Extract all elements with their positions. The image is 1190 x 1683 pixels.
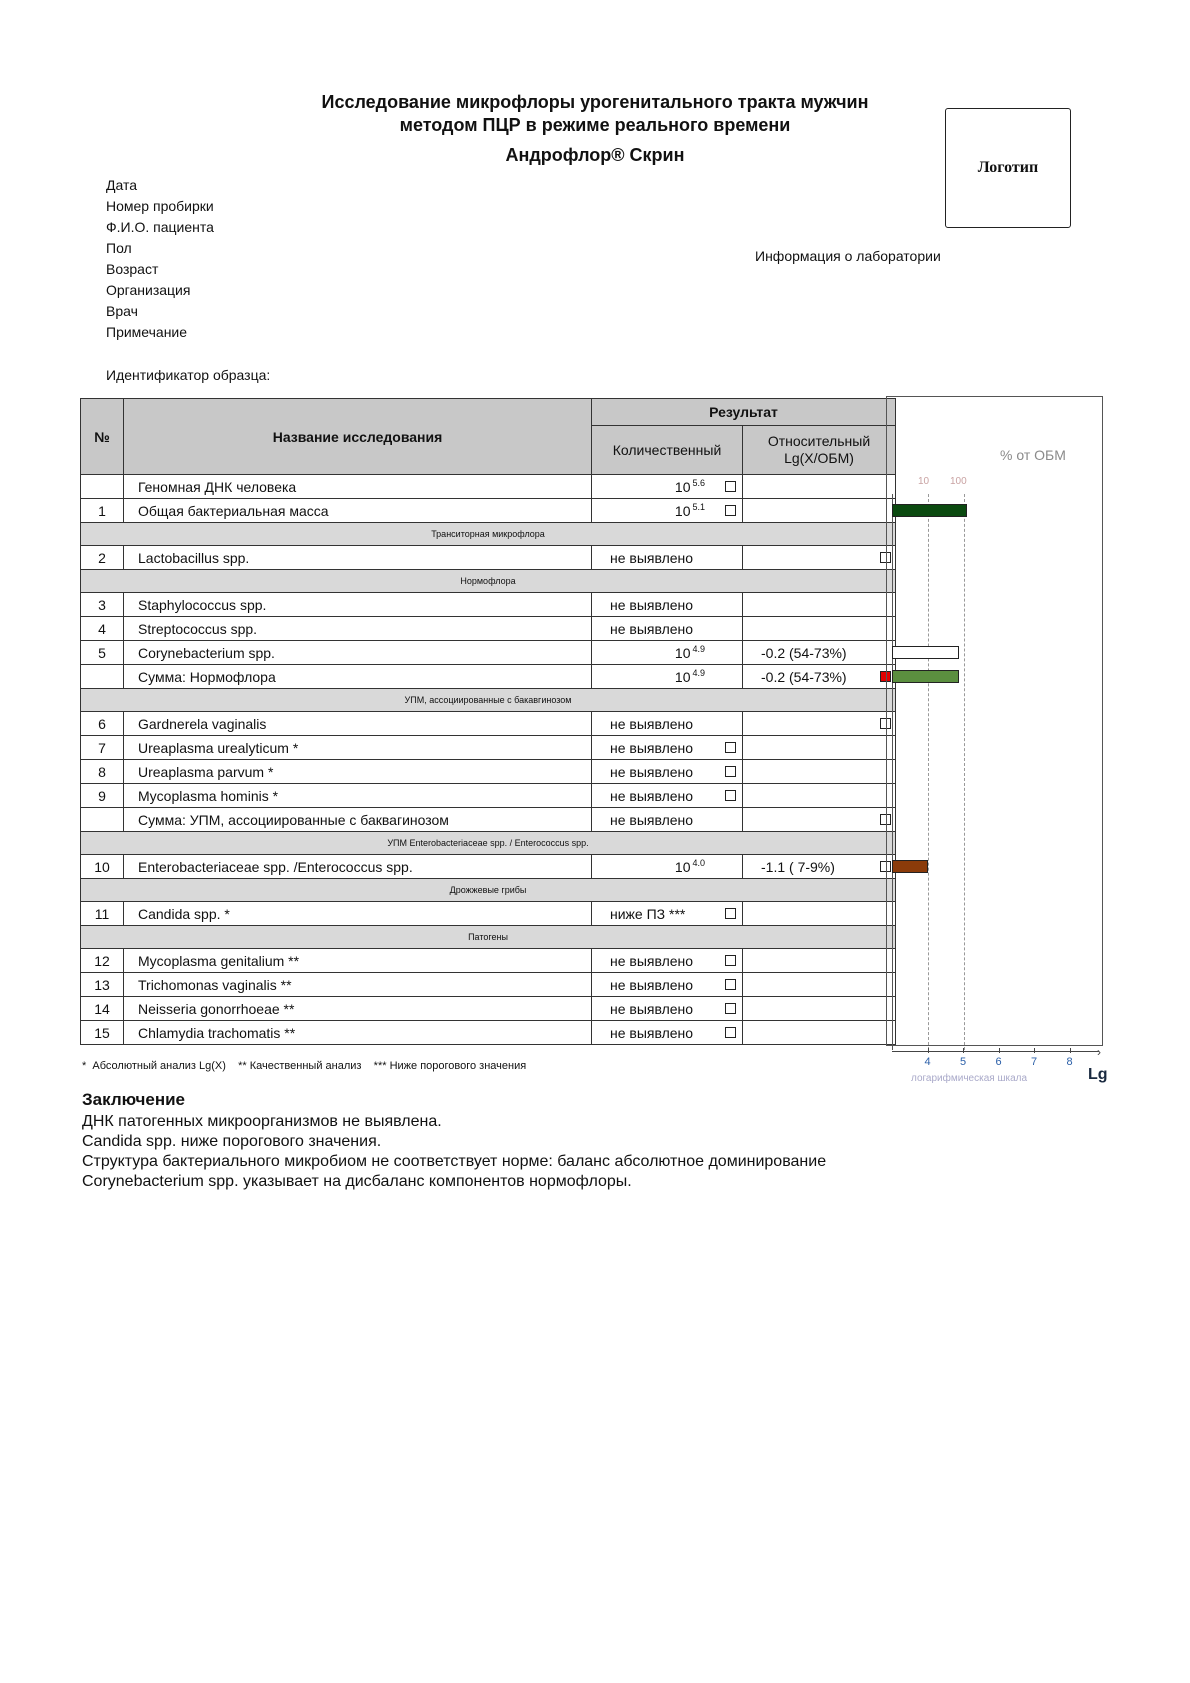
- group-header-row: [81, 570, 896, 593]
- field-date: Дата: [106, 177, 138, 193]
- quantitative-cell: [592, 617, 743, 641]
- checkbox-icon[interactable]: [725, 790, 736, 801]
- x-tick: [1034, 1048, 1035, 1053]
- quantitative-cell: [592, 593, 743, 617]
- power-exponent: 4.0: [692, 858, 705, 868]
- relative-cell: [743, 499, 896, 523]
- kit-name: Андрофлор® Скрин: [505, 145, 685, 165]
- table-row: [81, 736, 896, 760]
- checkbox-icon[interactable]: [725, 1027, 736, 1038]
- relative-cell: [743, 736, 896, 760]
- table-row: [81, 593, 896, 617]
- x-tick-label: 5: [959, 1056, 967, 1068]
- gridline-100: [964, 494, 965, 1050]
- group-label: УПМ Enterobacteriaceae spp. / Enterococcus spp.: [81, 832, 896, 855]
- quantitative-cell: [592, 1021, 743, 1045]
- gridline-10: [928, 494, 929, 1050]
- table-row: [81, 902, 896, 926]
- patient-fields: [106, 175, 214, 343]
- logo-placeholder: [945, 108, 1071, 228]
- checkbox-icon[interactable]: [725, 1003, 736, 1014]
- group-label: Патогены: [81, 926, 896, 949]
- power-base: 10: [674, 669, 691, 685]
- quantitative-cell: [592, 902, 743, 926]
- relative-cell: [743, 475, 896, 499]
- table-row: [81, 665, 896, 689]
- checkbox-icon[interactable]: [725, 505, 736, 516]
- row-number: 7: [81, 736, 124, 760]
- table-row: [81, 475, 896, 499]
- table-row: [81, 712, 896, 736]
- header-name: Название исследования: [124, 399, 592, 475]
- quantitative-value: [675, 478, 705, 495]
- relative-cell: [743, 949, 896, 973]
- row-number: 1: [81, 499, 124, 523]
- x-tick: [1070, 1048, 1071, 1053]
- power-base: 10: [674, 503, 691, 519]
- relative-cell: [743, 546, 896, 570]
- relative-cell: [743, 665, 896, 689]
- table-row: [81, 973, 896, 997]
- test-name: Сумма: Нормофлора: [124, 665, 592, 689]
- conclusion-line: Структура бактериального микробиом не соответствует норме: баланс абсолютное доминирование: [82, 1153, 827, 1170]
- group-label: Транситорная микрофлора: [81, 523, 896, 546]
- conclusion-text: [82, 1112, 826, 1192]
- header-result: Результат: [592, 399, 896, 426]
- axis-unit: Lg: [1088, 1066, 1108, 1083]
- field-organization: Организация: [106, 282, 191, 298]
- test-name: Gardnerela vaginalis: [124, 712, 592, 736]
- sample-id-label: Идентификатор образца:: [106, 367, 271, 383]
- relative-cell: [743, 712, 896, 736]
- table-row: [81, 997, 896, 1021]
- test-name: Neisseria gonorrhoeae **: [124, 997, 592, 1021]
- test-name: Mycoplasma hominis *: [124, 784, 592, 808]
- group-label: УПМ, ассоциированные с бакавгинозом: [81, 689, 896, 712]
- table-row: [81, 949, 896, 973]
- quantitative-cell: [592, 475, 743, 499]
- table-row: [81, 784, 896, 808]
- checkbox-icon[interactable]: [725, 481, 736, 492]
- field-sex: Пол: [106, 240, 132, 256]
- x-tick-label: 8: [1066, 1056, 1073, 1068]
- quantitative-cell: [592, 855, 743, 879]
- row-number: [81, 475, 124, 499]
- row-number: 10: [81, 855, 124, 879]
- quantitative-value: не выявлено: [610, 811, 694, 828]
- test-name: Ureaplasma parvum *: [124, 760, 592, 784]
- quantitative-value: не выявлено: [610, 620, 694, 637]
- results-body: [81, 475, 896, 1045]
- table-row: [81, 1021, 896, 1045]
- test-name: Lactobacillus spp.: [124, 546, 592, 570]
- relative-value: -1.1 ( 7-9%): [761, 858, 835, 875]
- conclusion-line: Corynebacterium spp. указывает на дисбаланс компонентов нормофлоры.: [82, 1173, 632, 1190]
- test-name: Общая бактериальная масса: [124, 499, 592, 523]
- chart-bar: [892, 504, 967, 517]
- relative-cell: [743, 1021, 896, 1045]
- group-header-row: [81, 523, 896, 546]
- row-number: [81, 808, 124, 832]
- row-number: 11: [81, 902, 124, 926]
- test-name: Chlamydia trachomatis **: [124, 1021, 592, 1045]
- quantitative-cell: [592, 784, 743, 808]
- relative-cell: [743, 997, 896, 1021]
- row-number: 15: [81, 1021, 124, 1045]
- test-name: Corynebacterium spp.: [124, 641, 592, 665]
- checkbox-icon[interactable]: [725, 979, 736, 990]
- x-tick-label: 7: [1030, 1056, 1038, 1068]
- x-tick: [928, 1048, 929, 1053]
- chart-panel: [886, 396, 1103, 1046]
- relative-cell: [743, 617, 896, 641]
- power-base: 10: [674, 479, 691, 495]
- quantitative-cell: [592, 736, 743, 760]
- test-name: Ureaplasma urealyticum *: [124, 736, 592, 760]
- field-note: Примечание: [106, 324, 188, 340]
- axis-caption: логарифмическая шкала: [911, 1073, 1028, 1084]
- field-patient-name: Ф.И.О. пациента: [106, 219, 214, 235]
- grid-label-10: 10: [918, 476, 930, 487]
- quantitative-cell: [592, 641, 743, 665]
- table-row: [81, 499, 896, 523]
- axis-arrow-icon: ›: [1097, 1045, 1101, 1059]
- quantitative-cell: [592, 499, 743, 523]
- header-relative: [743, 426, 896, 475]
- x-tick-label: 4: [924, 1056, 931, 1068]
- power-base: 10: [674, 645, 691, 661]
- x-tick: [963, 1048, 964, 1053]
- quantitative-value: не выявлено: [610, 976, 694, 993]
- results-table: [80, 398, 896, 1045]
- power-exponent: 5.6: [692, 478, 705, 488]
- checkbox-icon[interactable]: [725, 742, 736, 753]
- quantitative-cell: [592, 949, 743, 973]
- quantitative-value: [675, 644, 705, 661]
- header-quantitative: Количественный: [592, 426, 743, 475]
- chart-x-axis: [892, 1051, 1099, 1052]
- quantitative-value: не выявлено: [610, 596, 694, 613]
- quantitative-value: не выявлено: [610, 952, 694, 969]
- group-label: Нормофлора: [81, 570, 896, 593]
- quantitative-value: ниже ПЗ ***: [610, 905, 686, 922]
- quantitative-value: [675, 502, 705, 519]
- header-relative-line2: Lg(X/ОБМ): [784, 450, 854, 466]
- row-number: 2: [81, 546, 124, 570]
- quantitative-value: [675, 858, 705, 875]
- field-tube-number: Номер пробирки: [106, 198, 214, 214]
- relative-cell: [743, 641, 896, 665]
- table-row: [81, 760, 896, 784]
- lab-info: Информация о лаборатории: [755, 248, 941, 264]
- x-tick-label: 6: [995, 1056, 1002, 1068]
- row-number: 3: [81, 593, 124, 617]
- quantitative-value: не выявлено: [610, 549, 694, 566]
- power-exponent: 4.9: [692, 644, 705, 654]
- quantitative-value: не выявлено: [610, 739, 694, 756]
- group-header-row: [81, 689, 896, 712]
- relative-cell: [743, 902, 896, 926]
- row-number: 12: [81, 949, 124, 973]
- test-name: Staphylococcus spp.: [124, 593, 592, 617]
- quantitative-value: не выявлено: [610, 763, 694, 780]
- table-row: [81, 855, 896, 879]
- test-name: Геномная ДНК человека: [124, 475, 592, 499]
- report-title-line1: Исследование микрофлоры урогенитального тракта мужчин: [321, 92, 869, 112]
- table-row: [81, 641, 896, 665]
- relative-cell: [743, 808, 896, 832]
- chart-bar: [892, 860, 928, 873]
- test-name: Mycoplasma genitalium **: [124, 949, 592, 973]
- relative-value: -0.2 (54-73%): [761, 668, 847, 685]
- relative-cell: [743, 760, 896, 784]
- conclusion-title: Заключение: [82, 1090, 185, 1109]
- quantitative-value: не выявлено: [610, 787, 694, 804]
- group-header-row: [81, 832, 896, 855]
- chart-y-axis: [892, 494, 893, 1050]
- relative-cell: [743, 593, 896, 617]
- test-name: Trichomonas vaginalis **: [124, 973, 592, 997]
- test-name: Streptococcus spp.: [124, 617, 592, 641]
- field-doctor: Врач: [106, 303, 138, 319]
- row-number: 4: [81, 617, 124, 641]
- checkbox-icon[interactable]: [725, 908, 736, 919]
- quantitative-value: не выявлено: [610, 1024, 694, 1041]
- quantitative-cell: [592, 760, 743, 784]
- table-row: [81, 546, 896, 570]
- power-exponent: 4.9: [692, 668, 705, 678]
- relative-value: -0.2 (54-73%): [761, 644, 847, 661]
- chart-title: % от ОБМ: [1000, 447, 1066, 463]
- relative-cell: [743, 855, 896, 879]
- row-number: 13: [81, 973, 124, 997]
- checkbox-icon[interactable]: [725, 955, 736, 966]
- power-exponent: 5.1: [692, 502, 705, 512]
- quantitative-cell: [592, 712, 743, 736]
- quantitative-cell: [592, 973, 743, 997]
- quantitative-cell: [592, 546, 743, 570]
- field-age: Возраст: [106, 261, 159, 277]
- quantitative-cell: [592, 665, 743, 689]
- conclusion-line: ДНК патогенных микроорганизмов не выявлена.: [82, 1113, 442, 1130]
- grid-label-100: 100: [950, 476, 967, 487]
- quantitative-value: [675, 668, 705, 685]
- x-tick: [999, 1048, 1000, 1053]
- quantitative-cell: [592, 997, 743, 1021]
- power-base: 10: [674, 859, 691, 875]
- chart-bar: [892, 670, 959, 683]
- test-name: Сумма: УПМ, ассоциированные с баквагинозом: [124, 808, 592, 832]
- quantitative-value: не выявлено: [610, 715, 694, 732]
- quantitative-cell: [592, 808, 743, 832]
- row-number: [81, 665, 124, 689]
- footnote: * Абсолютный анализ Lg(X) ** Качественный анализ *** Ниже порогового значения: [82, 1060, 527, 1072]
- header-relative-line1: Относительный: [767, 433, 871, 449]
- logo-label: Логотип: [977, 159, 1039, 176]
- row-number: 8: [81, 760, 124, 784]
- chart-bar: [892, 646, 959, 659]
- header-num: №: [81, 399, 124, 475]
- conclusion-line: Candida spp. ниже порогового значения.: [82, 1133, 382, 1150]
- group-header-row: [81, 879, 896, 902]
- group-label: Дрожжевые грибы: [81, 879, 896, 902]
- table-row: [81, 617, 896, 641]
- row-number: 6: [81, 712, 124, 736]
- row-number: 5: [81, 641, 124, 665]
- row-number: 9: [81, 784, 124, 808]
- quantitative-value: не выявлено: [610, 1000, 694, 1017]
- relative-cell: [743, 784, 896, 808]
- test-name: Enterobacteriaceae spp. /Enterococcus spp.: [124, 855, 592, 879]
- checkbox-icon[interactable]: [725, 766, 736, 777]
- group-header-row: [81, 926, 896, 949]
- report-title-line2: методом ПЦР в режиме реального времени: [399, 115, 791, 135]
- relative-cell: [743, 973, 896, 997]
- row-number: 14: [81, 997, 124, 1021]
- test-name: Candida spp. *: [124, 902, 592, 926]
- table-row: [81, 808, 896, 832]
